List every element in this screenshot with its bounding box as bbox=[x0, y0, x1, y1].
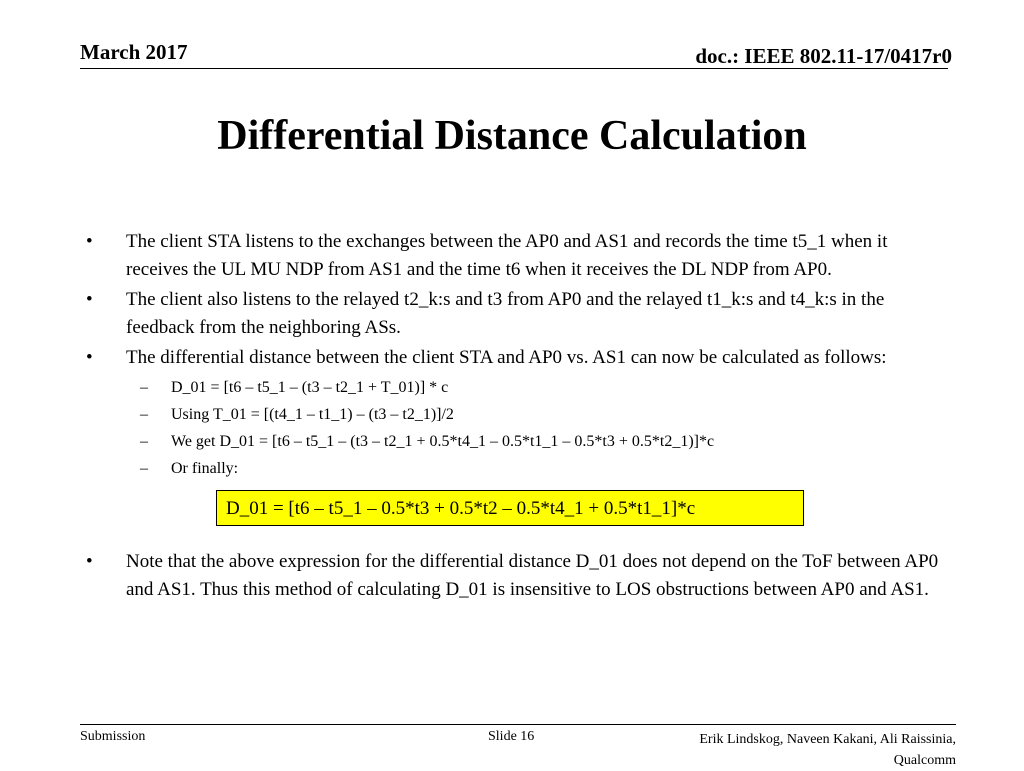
sub-bullet-item bbox=[86, 377, 946, 399]
slide-title: Differential Distance Calculation bbox=[217, 113, 807, 159]
bullet-item bbox=[86, 344, 946, 372]
bullet-marker: • bbox=[86, 231, 93, 252]
sub-bullet-text: Or finally: bbox=[171, 460, 239, 477]
footer-divider bbox=[80, 724, 956, 725]
bullet-text: The client also listens to the relayed t2_k:s and t3 from AP0 and the relayed t1_k:s and t4_k:s in the feedback from the neighboring ASs. bbox=[126, 289, 885, 338]
sub-bullet-marker: – bbox=[140, 460, 148, 477]
sub-bullet-text: Using T_01 = [(t4_1 – t1_1) – (t3 – t2_1)]/2 bbox=[171, 406, 454, 423]
header-date: March 2017 bbox=[80, 40, 188, 64]
bullet-item bbox=[86, 548, 946, 604]
footer-submission: Submission bbox=[80, 729, 146, 744]
slide-body bbox=[86, 228, 946, 606]
sub-bullet-marker: – bbox=[140, 379, 148, 396]
sub-bullet-text: D_01 = [t6 – t5_1 – (t3 – t2_1 + T_01)] * c bbox=[171, 379, 449, 396]
sub-bullet-item bbox=[86, 458, 946, 480]
bullet-text: The differential distance between the client STA and AP0 vs. AS1 can now be calculated as follows: bbox=[126, 347, 887, 368]
bullet-text: Note that the above expression for the differential distance D_01 does not depend on the ToF between AP0 and AS1. Thus this method of calculating D_01 is insensitive to LOS obstructions between AP0 and AS1. bbox=[126, 551, 939, 600]
sub-bullet-marker: – bbox=[140, 406, 148, 423]
sub-bullet-text: We get D_01 = [t6 – t5_1 – (t3 – t2_1 + 0.5*t4_1 – 0.5*t1_1 – 0.5*t3 + 0.5*t2_1)]*c bbox=[171, 433, 715, 450]
header-divider bbox=[80, 68, 948, 69]
bullet-marker: • bbox=[86, 289, 93, 310]
bullet-item bbox=[86, 286, 946, 342]
footer-authors-line: Erik Lindskog, Naveen Kakani, Ali Raissinia, bbox=[699, 732, 956, 747]
bullet-text: The client STA listens to the exchanges between the AP0 and AS1 and records the time t5_1 when it receives the UL MU NDP from AS1 and the time t6 when it receives the DL NDP from AP0. bbox=[126, 231, 888, 280]
formula-row bbox=[86, 490, 946, 538]
sub-bullet-item bbox=[86, 431, 946, 453]
footer-slide-number: Slide 16 bbox=[488, 729, 535, 744]
footer-affiliation: Qualcomm bbox=[893, 753, 956, 768]
bullet-marker: • bbox=[86, 347, 93, 368]
sub-bullet-item bbox=[86, 404, 946, 426]
highlighted-formula: D_01 = [t6 – t5_1 – 0.5*t3 + 0.5*t2 – 0.5*t4_1 + 0.5*t1_1]*c bbox=[216, 490, 804, 526]
bullet-item bbox=[86, 228, 946, 284]
sub-bullet-marker: – bbox=[140, 433, 148, 450]
footer-authors bbox=[636, 729, 956, 771]
header-doc-id: doc.: IEEE 802.11-17/0417r0 bbox=[695, 44, 952, 68]
bullet-marker: • bbox=[86, 551, 93, 572]
